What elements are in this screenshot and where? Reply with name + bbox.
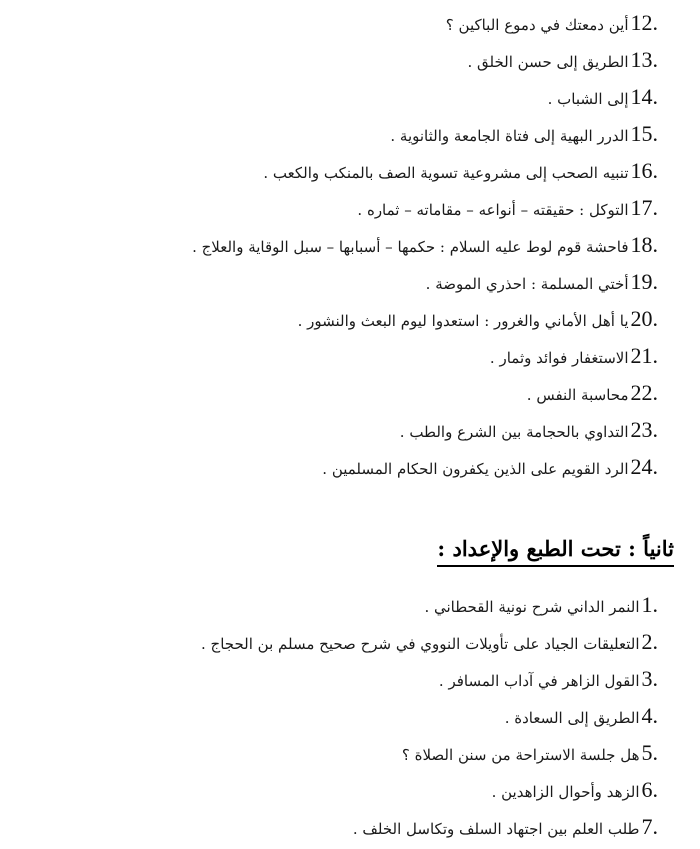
item-title: إلى الشباب . [547, 90, 629, 108]
item-number: 23. [630, 417, 658, 442]
item-number: 5. [641, 740, 658, 765]
published-works-list [192, 4, 658, 485]
item-title: القول الزاهر في آداب المسافر . [438, 672, 640, 690]
list-item [192, 152, 658, 189]
list-item [192, 337, 658, 374]
item-title: محاسبة النفس . [526, 386, 629, 404]
item-number: 20. [630, 306, 658, 331]
item-number: 1. [641, 592, 658, 617]
list-item [201, 586, 658, 623]
list-item [192, 4, 658, 41]
list-item [201, 808, 658, 845]
item-title: التداوي بالحجامة بين الشرع والطب . [399, 423, 629, 441]
item-number: 19. [630, 269, 658, 294]
item-number: 13. [630, 47, 658, 72]
list-item [192, 448, 658, 485]
item-number: 15. [630, 121, 658, 146]
item-number: 7. [641, 814, 658, 839]
item-number: 16. [630, 158, 658, 183]
item-title: يا أهل الأماني والغرور : استعدوا ليوم البعث والنشور . [297, 312, 629, 330]
list-item [192, 263, 658, 300]
list-item [201, 697, 658, 734]
list-item [201, 734, 658, 771]
item-title: الدرر البهية إلى فتاة الجامعة والثانوية . [390, 127, 629, 145]
list-item [192, 115, 658, 152]
item-title: فاحشة قوم لوط عليه السلام : حكمها – أسبابها – سبل الوقاية والعلاج . [192, 238, 629, 256]
list-item [201, 660, 658, 697]
item-title: أين دمعتك في دموع الباكين ؟ [445, 16, 629, 34]
list-item [192, 78, 658, 115]
item-title: التعليقات الجياد على تأويلات النووي في شرح صحيح مسلم بن الحجاج . [201, 635, 640, 653]
item-title: أختي المسلمة : احذري الموضة . [425, 275, 629, 293]
item-number: 3. [641, 666, 658, 691]
item-title: الاستغفار فوائد وثمار . [489, 349, 629, 367]
item-number: 12. [630, 10, 658, 35]
item-number: 18. [630, 232, 658, 257]
item-number: 22. [630, 380, 658, 405]
list-item [192, 41, 658, 78]
forthcoming-works-list [201, 586, 658, 845]
list-item [192, 226, 658, 263]
item-number: 14. [630, 84, 658, 109]
item-title: الرد القويم على الذين يكفرون الحكام المسلمين . [322, 460, 629, 478]
item-title: تنبيه الصحب إلى مشروعية تسوية الصف بالمنكب والكعب . [263, 164, 629, 182]
item-title: الزهد وأحوال الزاهدين . [491, 783, 640, 801]
section-heading: ثانياً : تحت الطبع والإعداد : [437, 534, 674, 567]
list-item [192, 189, 658, 226]
item-number: 24. [630, 454, 658, 479]
list-item [192, 300, 658, 337]
item-title: طلب العلم بين اجتهاد السلف وتكاسل الخلف . [352, 820, 640, 838]
item-number: 21. [630, 343, 658, 368]
list-item [201, 623, 658, 660]
item-number: 4. [641, 703, 658, 728]
item-title: التوكل : حقيقته – أنواعه – مقاماته – ثماره . [357, 201, 629, 219]
item-number: 6. [641, 777, 658, 802]
list-item [201, 771, 658, 808]
list-item [192, 411, 658, 448]
item-title: الطريق إلى حسن الخلق . [467, 53, 629, 71]
list-item [192, 374, 658, 411]
item-number: 2. [641, 629, 658, 654]
item-title: هل جلسة الاستراحة من سنن الصلاة ؟ [401, 746, 640, 764]
item-title: الطريق إلى السعادة . [504, 709, 640, 727]
item-title: النمر الداني شرح نونية القحطاني . [424, 598, 640, 616]
item-number: 17. [630, 195, 658, 220]
